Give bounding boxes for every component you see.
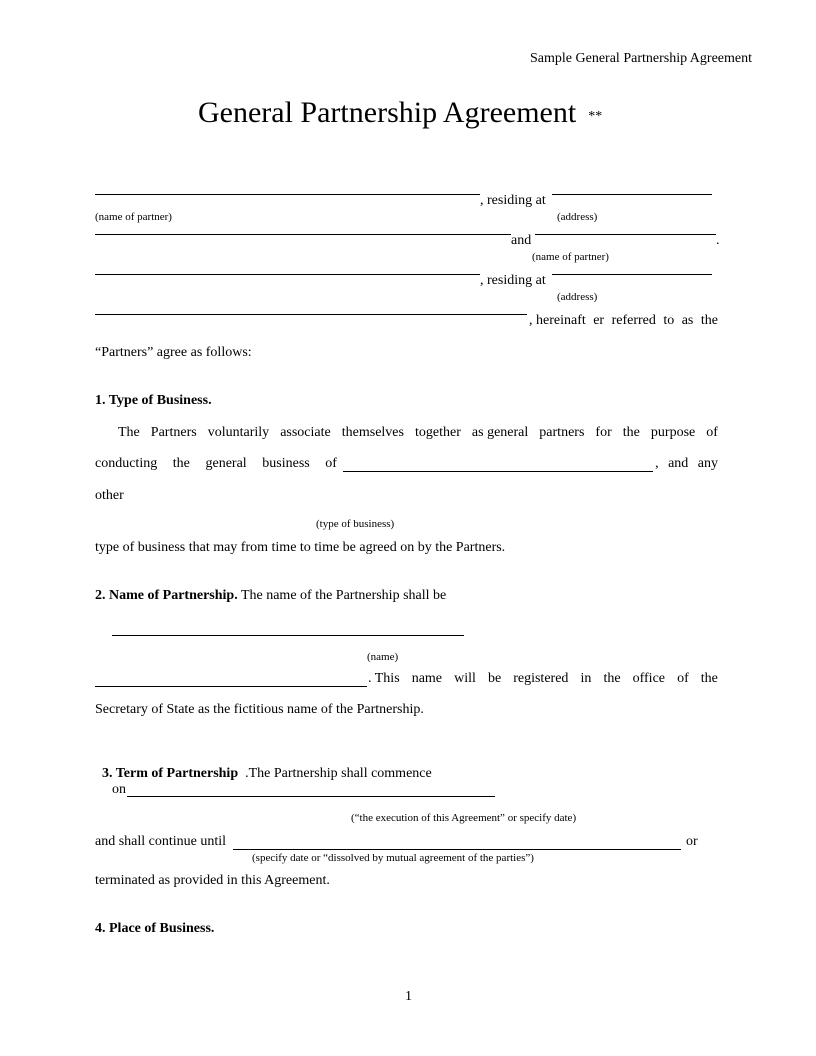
name-of-partner-label-2: (name of partner) <box>532 251 609 263</box>
type-of-business-blank[interactable] <box>343 471 653 472</box>
word: themselves <box>341 425 404 440</box>
execution-label: (“the execution of this Agreement” or specify date) <box>351 812 577 824</box>
word: as general <box>471 425 529 440</box>
partner2-name-blank[interactable] <box>95 234 511 235</box>
word: conducting <box>95 456 158 471</box>
period: . <box>716 233 720 248</box>
section2-line <box>368 671 718 687</box>
partners-agree: “Partners” agree as follows: <box>95 345 252 360</box>
word: be <box>487 671 502 686</box>
address-label-1: (address) <box>557 211 598 223</box>
word: associate <box>280 425 331 440</box>
commence-date-blank[interactable] <box>127 796 495 797</box>
end-date-blank[interactable] <box>233 849 681 850</box>
word: partners <box>539 425 585 440</box>
word: business <box>262 456 310 471</box>
word: of <box>677 671 689 686</box>
on-text: on <box>112 782 126 797</box>
and-text: and <box>511 233 532 248</box>
word: office <box>632 671 665 686</box>
section2-line2: Secretary of State as the fictitious name of the Partnership. <box>95 702 424 717</box>
word: the <box>700 671 718 686</box>
terminated-text: terminated as provided in this Agreement. <box>95 873 330 888</box>
running-header: Sample General Partnership Agreement <box>530 51 752 66</box>
partner3-name-blank[interactable] <box>95 274 480 275</box>
word: the <box>700 313 718 328</box>
hereinafter-line <box>529 313 718 329</box>
or-text: or <box>686 834 698 849</box>
continue-until-text: and shall continue until <box>95 834 227 849</box>
section1-line2 <box>95 456 337 472</box>
word: the <box>603 671 621 686</box>
word: , hereinaft <box>529 313 586 328</box>
section2-heading: 2. Name of Partnership. The name of the Partnership shall be <box>95 588 447 603</box>
word: . This <box>368 671 400 686</box>
section1-line4: type of business that may from time to time be agreed on by the Partners. <box>95 540 506 555</box>
title-marker: ** <box>588 109 603 124</box>
residing-at-2: , residing at <box>480 273 546 288</box>
word: general <box>205 456 247 471</box>
name-of-partner-label-1: (name of partner) <box>95 211 172 223</box>
partnership-name-blank-2[interactable] <box>95 686 367 687</box>
word: of <box>325 456 337 471</box>
word: name <box>411 671 443 686</box>
word: to <box>663 313 675 328</box>
section3-heading: 3. Term of Partnership .The Partnership shall commence <box>102 766 432 781</box>
word: er <box>593 313 605 328</box>
word: The <box>118 425 140 440</box>
specify-date-label: (specify date or “dissolved by mutual agreement of the parties”) <box>252 852 534 864</box>
section1-line1 <box>118 425 718 441</box>
word: as <box>681 313 694 328</box>
partner2-name-blank-right[interactable] <box>535 234 716 235</box>
partner4-name-blank[interactable] <box>95 314 527 315</box>
section1-heading: 1. Type of Business. <box>95 393 212 408</box>
section1-line3: other <box>95 488 124 503</box>
page-title <box>198 96 602 130</box>
word: will <box>454 671 476 686</box>
section1-line2-end: , and any <box>655 456 718 471</box>
word: voluntarily <box>207 425 270 440</box>
page-number: 1 <box>405 989 412 1004</box>
section4-heading: 4. Place of Business. <box>95 921 215 936</box>
partnership-name-blank[interactable] <box>112 635 464 636</box>
word: in <box>580 671 592 686</box>
type-of-business-label: (type of business) <box>316 518 395 530</box>
title-text: General Partnership Agreement <box>198 96 577 129</box>
word: Partners <box>150 425 197 440</box>
partner3-address-blank[interactable] <box>552 274 712 275</box>
word: registered <box>513 671 569 686</box>
word: the <box>172 456 190 471</box>
partner1-name-blank[interactable] <box>95 194 480 195</box>
word: purpose <box>650 425 696 440</box>
word: together <box>415 425 461 440</box>
word: of <box>706 425 718 440</box>
word: the <box>622 425 640 440</box>
word: for <box>595 425 612 440</box>
residing-at-1: , residing at <box>480 193 546 208</box>
partner1-address-blank[interactable] <box>552 194 712 195</box>
word: referred <box>611 313 656 328</box>
name-label: (name) <box>367 651 399 663</box>
address-label-2: (address) <box>557 291 598 303</box>
